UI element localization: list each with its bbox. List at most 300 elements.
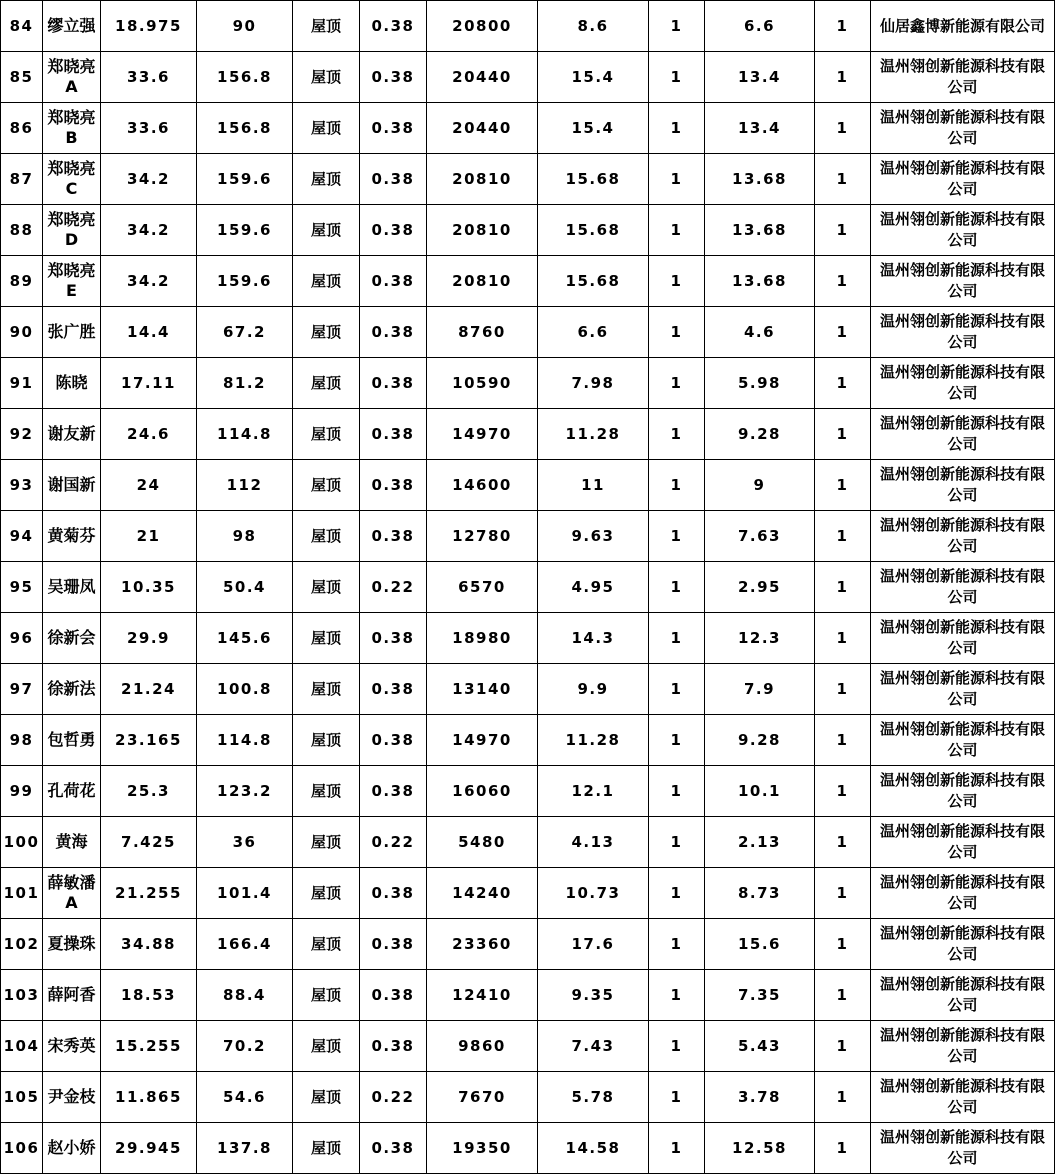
install-type-cell: 屋顶 (293, 52, 360, 103)
count-b-cell: 1 (815, 868, 871, 919)
voltage-cell: 0.38 (360, 307, 427, 358)
install-type-cell: 屋顶 (293, 409, 360, 460)
area-cell: 156.8 (197, 52, 293, 103)
count-b-cell: 1 (815, 52, 871, 103)
voltage-cell: 0.38 (360, 766, 427, 817)
count-a-cell: 1 (649, 562, 705, 613)
count-a-cell: 1 (649, 715, 705, 766)
company-cell: 温州翎创新能源科技有限公司 (871, 1021, 1055, 1072)
name-cell: 黄菊芬 (43, 511, 101, 562)
value-b-cell: 5.98 (705, 358, 815, 409)
install-type-cell: 屋顶 (293, 970, 360, 1021)
annual-output-cell: 23360 (427, 919, 538, 970)
voltage-cell: 0.38 (360, 52, 427, 103)
annual-output-cell: 14970 (427, 409, 538, 460)
row-index-cell: 99 (1, 766, 43, 817)
row-index-cell: 101 (1, 868, 43, 919)
company-cell: 温州翎创新能源科技有限公司 (871, 409, 1055, 460)
row-index-cell: 91 (1, 358, 43, 409)
voltage-cell: 0.38 (360, 154, 427, 205)
value-a-cell: 4.95 (538, 562, 649, 613)
value-b-cell: 9.28 (705, 715, 815, 766)
company-cell: 温州翎创新能源科技有限公司 (871, 460, 1055, 511)
table-row (1, 766, 1055, 817)
table-row (1, 1021, 1055, 1072)
company-cell: 温州翎创新能源科技有限公司 (871, 868, 1055, 919)
company-cell: 温州翎创新能源科技有限公司 (871, 307, 1055, 358)
value-b-cell: 5.43 (705, 1021, 815, 1072)
count-b-cell: 1 (815, 1, 871, 52)
value-b-cell: 2.13 (705, 817, 815, 868)
install-type-cell: 屋顶 (293, 1072, 360, 1123)
table-row (1, 154, 1055, 205)
count-b-cell: 1 (815, 205, 871, 256)
area-cell: 159.6 (197, 205, 293, 256)
voltage-cell: 0.22 (360, 562, 427, 613)
count-b-cell: 1 (815, 817, 871, 868)
install-type-cell: 屋顶 (293, 307, 360, 358)
annual-output-cell: 13140 (427, 664, 538, 715)
area-cell: 90 (197, 1, 293, 52)
voltage-cell: 0.38 (360, 256, 427, 307)
voltage-cell: 0.38 (360, 868, 427, 919)
count-b-cell: 1 (815, 1123, 871, 1174)
value-b-cell: 13.4 (705, 103, 815, 154)
count-a-cell: 1 (649, 52, 705, 103)
capacity-cell: 24 (101, 460, 197, 511)
area-cell: 100.8 (197, 664, 293, 715)
voltage-cell: 0.38 (360, 919, 427, 970)
row-index-cell: 90 (1, 307, 43, 358)
table-row (1, 52, 1055, 103)
capacity-cell: 34.88 (101, 919, 197, 970)
annual-output-cell: 7670 (427, 1072, 538, 1123)
count-b-cell: 1 (815, 970, 871, 1021)
capacity-cell: 18.975 (101, 1, 197, 52)
company-cell: 温州翎创新能源科技有限公司 (871, 205, 1055, 256)
capacity-cell: 29.945 (101, 1123, 197, 1174)
row-index-cell: 94 (1, 511, 43, 562)
install-type-cell: 屋顶 (293, 154, 360, 205)
area-cell: 114.8 (197, 715, 293, 766)
install-type-cell: 屋顶 (293, 817, 360, 868)
value-b-cell: 13.68 (705, 154, 815, 205)
value-a-cell: 14.3 (538, 613, 649, 664)
annual-output-cell: 9860 (427, 1021, 538, 1072)
company-cell: 温州翎创新能源科技有限公司 (871, 715, 1055, 766)
name-cell: 郑晓亮A (43, 52, 101, 103)
capacity-cell: 21.255 (101, 868, 197, 919)
value-a-cell: 5.78 (538, 1072, 649, 1123)
company-cell: 温州翎创新能源科技有限公司 (871, 52, 1055, 103)
table-row (1, 460, 1055, 511)
table-row (1, 205, 1055, 256)
install-type-cell: 屋顶 (293, 613, 360, 664)
value-b-cell: 9.28 (705, 409, 815, 460)
count-a-cell: 1 (649, 1021, 705, 1072)
count-a-cell: 1 (649, 664, 705, 715)
table-row (1, 1, 1055, 52)
value-b-cell: 4.6 (705, 307, 815, 358)
company-cell: 温州翎创新能源科技有限公司 (871, 1123, 1055, 1174)
capacity-cell: 11.865 (101, 1072, 197, 1123)
count-a-cell: 1 (649, 1072, 705, 1123)
install-type-cell: 屋顶 (293, 562, 360, 613)
table-row (1, 256, 1055, 307)
count-b-cell: 1 (815, 511, 871, 562)
company-cell: 温州翎创新能源科技有限公司 (871, 562, 1055, 613)
table-row (1, 103, 1055, 154)
name-cell: 徐新会 (43, 613, 101, 664)
value-a-cell: 14.58 (538, 1123, 649, 1174)
company-cell: 温州翎创新能源科技有限公司 (871, 256, 1055, 307)
row-index-cell: 88 (1, 205, 43, 256)
count-b-cell: 1 (815, 358, 871, 409)
count-a-cell: 1 (649, 1, 705, 52)
table-row (1, 613, 1055, 664)
company-cell: 温州翎创新能源科技有限公司 (871, 613, 1055, 664)
table-row (1, 1123, 1055, 1174)
company-cell: 温州翎创新能源科技有限公司 (871, 1072, 1055, 1123)
install-type-cell: 屋顶 (293, 205, 360, 256)
install-type-cell: 屋顶 (293, 460, 360, 511)
value-b-cell: 8.73 (705, 868, 815, 919)
annual-output-cell: 14970 (427, 715, 538, 766)
company-cell: 温州翎创新能源科技有限公司 (871, 358, 1055, 409)
table-row (1, 511, 1055, 562)
install-type-cell: 屋顶 (293, 715, 360, 766)
count-a-cell: 1 (649, 766, 705, 817)
area-cell: 98 (197, 511, 293, 562)
annual-output-cell: 16060 (427, 766, 538, 817)
table-row (1, 409, 1055, 460)
value-b-cell: 12.3 (705, 613, 815, 664)
install-type-cell: 屋顶 (293, 766, 360, 817)
company-cell: 温州翎创新能源科技有限公司 (871, 511, 1055, 562)
count-a-cell: 1 (649, 817, 705, 868)
capacity-cell: 18.53 (101, 970, 197, 1021)
annual-output-cell: 20810 (427, 205, 538, 256)
table-row (1, 1072, 1055, 1123)
value-b-cell: 15.6 (705, 919, 815, 970)
area-cell: 50.4 (197, 562, 293, 613)
count-b-cell: 1 (815, 307, 871, 358)
annual-output-cell: 6570 (427, 562, 538, 613)
name-cell: 黄海 (43, 817, 101, 868)
value-a-cell: 15.4 (538, 103, 649, 154)
area-cell: 114.8 (197, 409, 293, 460)
count-a-cell: 1 (649, 205, 705, 256)
value-b-cell: 2.95 (705, 562, 815, 613)
count-b-cell: 1 (815, 1021, 871, 1072)
value-a-cell: 15.68 (538, 154, 649, 205)
annual-output-cell: 20810 (427, 154, 538, 205)
count-b-cell: 1 (815, 409, 871, 460)
name-cell: 薛阿香 (43, 970, 101, 1021)
capacity-cell: 17.11 (101, 358, 197, 409)
voltage-cell: 0.38 (360, 664, 427, 715)
table-row (1, 664, 1055, 715)
capacity-cell: 33.6 (101, 103, 197, 154)
value-b-cell: 7.9 (705, 664, 815, 715)
count-a-cell: 1 (649, 307, 705, 358)
value-a-cell: 6.6 (538, 307, 649, 358)
annual-output-cell: 20440 (427, 103, 538, 154)
row-index-cell: 89 (1, 256, 43, 307)
count-b-cell: 1 (815, 256, 871, 307)
row-index-cell: 105 (1, 1072, 43, 1123)
value-b-cell: 9 (705, 460, 815, 511)
table-row (1, 817, 1055, 868)
name-cell: 郑晓亮E (43, 256, 101, 307)
table-row (1, 868, 1055, 919)
capacity-cell: 14.4 (101, 307, 197, 358)
name-cell: 陈晓 (43, 358, 101, 409)
row-index-cell: 96 (1, 613, 43, 664)
count-b-cell: 1 (815, 562, 871, 613)
row-index-cell: 84 (1, 1, 43, 52)
name-cell: 谢国新 (43, 460, 101, 511)
value-a-cell: 12.1 (538, 766, 649, 817)
area-cell: 81.2 (197, 358, 293, 409)
row-index-cell: 98 (1, 715, 43, 766)
capacity-cell: 34.2 (101, 256, 197, 307)
row-index-cell: 97 (1, 664, 43, 715)
capacity-cell: 23.165 (101, 715, 197, 766)
value-a-cell: 11 (538, 460, 649, 511)
value-a-cell: 15.4 (538, 52, 649, 103)
annual-output-cell: 18980 (427, 613, 538, 664)
annual-output-cell: 10590 (427, 358, 538, 409)
area-cell: 123.2 (197, 766, 293, 817)
area-cell: 159.6 (197, 154, 293, 205)
company-cell: 温州翎创新能源科技有限公司 (871, 817, 1055, 868)
capacity-cell: 34.2 (101, 154, 197, 205)
annual-output-cell: 8760 (427, 307, 538, 358)
name-cell: 包哲勇 (43, 715, 101, 766)
capacity-cell: 24.6 (101, 409, 197, 460)
install-type-cell: 屋顶 (293, 256, 360, 307)
voltage-cell: 0.38 (360, 1021, 427, 1072)
row-index-cell: 87 (1, 154, 43, 205)
value-a-cell: 15.68 (538, 205, 649, 256)
annual-output-cell: 19350 (427, 1123, 538, 1174)
voltage-cell: 0.22 (360, 1072, 427, 1123)
name-cell: 宋秀英 (43, 1021, 101, 1072)
capacity-cell: 29.9 (101, 613, 197, 664)
area-cell: 67.2 (197, 307, 293, 358)
name-cell: 郑晓亮B (43, 103, 101, 154)
annual-output-cell: 12780 (427, 511, 538, 562)
row-index-cell: 86 (1, 103, 43, 154)
annual-output-cell: 5480 (427, 817, 538, 868)
voltage-cell: 0.38 (360, 613, 427, 664)
install-type-cell: 屋顶 (293, 103, 360, 154)
count-a-cell: 1 (649, 919, 705, 970)
value-a-cell: 9.35 (538, 970, 649, 1021)
value-b-cell: 3.78 (705, 1072, 815, 1123)
name-cell: 孔荷花 (43, 766, 101, 817)
capacity-cell: 10.35 (101, 562, 197, 613)
company-cell: 温州翎创新能源科技有限公司 (871, 919, 1055, 970)
name-cell: 张广胜 (43, 307, 101, 358)
voltage-cell: 0.38 (360, 511, 427, 562)
value-a-cell: 4.13 (538, 817, 649, 868)
name-cell: 薛敏潘A (43, 868, 101, 919)
count-a-cell: 1 (649, 256, 705, 307)
count-b-cell: 1 (815, 103, 871, 154)
install-type-cell: 屋顶 (293, 1123, 360, 1174)
name-cell: 谢友新 (43, 409, 101, 460)
company-cell: 温州翎创新能源科技有限公司 (871, 154, 1055, 205)
capacity-cell: 21.24 (101, 664, 197, 715)
value-b-cell: 7.63 (705, 511, 815, 562)
value-a-cell: 7.43 (538, 1021, 649, 1072)
install-type-cell: 屋顶 (293, 1, 360, 52)
voltage-cell: 0.38 (360, 1123, 427, 1174)
area-cell: 101.4 (197, 868, 293, 919)
company-cell: 仙居鑫博新能源有限公司 (871, 1, 1055, 52)
row-index-cell: 104 (1, 1021, 43, 1072)
value-a-cell: 8.6 (538, 1, 649, 52)
company-cell: 温州翎创新能源科技有限公司 (871, 766, 1055, 817)
value-b-cell: 13.68 (705, 256, 815, 307)
annual-output-cell: 20810 (427, 256, 538, 307)
row-index-cell: 95 (1, 562, 43, 613)
row-index-cell: 102 (1, 919, 43, 970)
value-a-cell: 7.98 (538, 358, 649, 409)
area-cell: 159.6 (197, 256, 293, 307)
area-cell: 137.8 (197, 1123, 293, 1174)
table-row (1, 715, 1055, 766)
value-b-cell: 10.1 (705, 766, 815, 817)
capacity-cell: 25.3 (101, 766, 197, 817)
table-row (1, 562, 1055, 613)
area-cell: 70.2 (197, 1021, 293, 1072)
count-a-cell: 1 (649, 511, 705, 562)
value-a-cell: 11.28 (538, 715, 649, 766)
value-a-cell: 11.28 (538, 409, 649, 460)
name-cell: 郑晓亮C (43, 154, 101, 205)
voltage-cell: 0.38 (360, 715, 427, 766)
count-a-cell: 1 (649, 970, 705, 1021)
value-b-cell: 7.35 (705, 970, 815, 1021)
count-b-cell: 1 (815, 664, 871, 715)
count-b-cell: 1 (815, 766, 871, 817)
count-b-cell: 1 (815, 1072, 871, 1123)
name-cell: 郑晓亮D (43, 205, 101, 256)
area-cell: 88.4 (197, 970, 293, 1021)
annual-output-cell: 14240 (427, 868, 538, 919)
table-row (1, 970, 1055, 1021)
count-b-cell: 1 (815, 154, 871, 205)
company-cell: 温州翎创新能源科技有限公司 (871, 103, 1055, 154)
row-index-cell: 93 (1, 460, 43, 511)
voltage-cell: 0.38 (360, 460, 427, 511)
count-a-cell: 1 (649, 409, 705, 460)
count-a-cell: 1 (649, 358, 705, 409)
value-b-cell: 13.68 (705, 205, 815, 256)
capacity-cell: 15.255 (101, 1021, 197, 1072)
table-body (1, 1, 1055, 1174)
annual-output-cell: 14600 (427, 460, 538, 511)
install-type-cell: 屋顶 (293, 511, 360, 562)
row-index-cell: 103 (1, 970, 43, 1021)
value-a-cell: 15.68 (538, 256, 649, 307)
name-cell: 吴珊凤 (43, 562, 101, 613)
count-a-cell: 1 (649, 868, 705, 919)
value-b-cell: 6.6 (705, 1, 815, 52)
count-b-cell: 1 (815, 919, 871, 970)
annual-output-cell: 20440 (427, 52, 538, 103)
table-row (1, 919, 1055, 970)
row-index-cell: 92 (1, 409, 43, 460)
name-cell: 夏操珠 (43, 919, 101, 970)
install-type-cell: 屋顶 (293, 1021, 360, 1072)
area-cell: 112 (197, 460, 293, 511)
name-cell: 缪立强 (43, 1, 101, 52)
install-type-cell: 屋顶 (293, 358, 360, 409)
count-a-cell: 1 (649, 613, 705, 664)
install-type-cell: 屋顶 (293, 919, 360, 970)
table-row (1, 358, 1055, 409)
table-row (1, 307, 1055, 358)
voltage-cell: 0.22 (360, 817, 427, 868)
voltage-cell: 0.38 (360, 358, 427, 409)
name-cell: 徐新法 (43, 664, 101, 715)
value-a-cell: 10.73 (538, 868, 649, 919)
area-cell: 36 (197, 817, 293, 868)
row-index-cell: 100 (1, 817, 43, 868)
name-cell: 尹金枝 (43, 1072, 101, 1123)
value-a-cell: 9.9 (538, 664, 649, 715)
count-b-cell: 1 (815, 460, 871, 511)
area-cell: 145.6 (197, 613, 293, 664)
value-a-cell: 9.63 (538, 511, 649, 562)
count-a-cell: 1 (649, 1123, 705, 1174)
row-index-cell: 85 (1, 52, 43, 103)
annual-output-cell: 20800 (427, 1, 538, 52)
value-b-cell: 12.58 (705, 1123, 815, 1174)
area-cell: 166.4 (197, 919, 293, 970)
count-a-cell: 1 (649, 103, 705, 154)
voltage-cell: 0.38 (360, 409, 427, 460)
capacity-cell: 21 (101, 511, 197, 562)
company-cell: 温州翎创新能源科技有限公司 (871, 664, 1055, 715)
voltage-cell: 0.38 (360, 205, 427, 256)
count-b-cell: 1 (815, 613, 871, 664)
voltage-cell: 0.38 (360, 1, 427, 52)
area-cell: 54.6 (197, 1072, 293, 1123)
capacity-cell: 7.425 (101, 817, 197, 868)
voltage-cell: 0.38 (360, 103, 427, 154)
capacity-cell: 34.2 (101, 205, 197, 256)
name-cell: 赵小娇 (43, 1123, 101, 1174)
count-b-cell: 1 (815, 715, 871, 766)
company-cell: 温州翎创新能源科技有限公司 (871, 970, 1055, 1021)
install-type-cell: 屋顶 (293, 868, 360, 919)
install-type-cell: 屋顶 (293, 664, 360, 715)
count-a-cell: 1 (649, 154, 705, 205)
value-a-cell: 17.6 (538, 919, 649, 970)
annual-output-cell: 12410 (427, 970, 538, 1021)
count-a-cell: 1 (649, 460, 705, 511)
voltage-cell: 0.38 (360, 970, 427, 1021)
row-index-cell: 106 (1, 1123, 43, 1174)
area-cell: 156.8 (197, 103, 293, 154)
capacity-cell: 33.6 (101, 52, 197, 103)
value-b-cell: 13.4 (705, 52, 815, 103)
